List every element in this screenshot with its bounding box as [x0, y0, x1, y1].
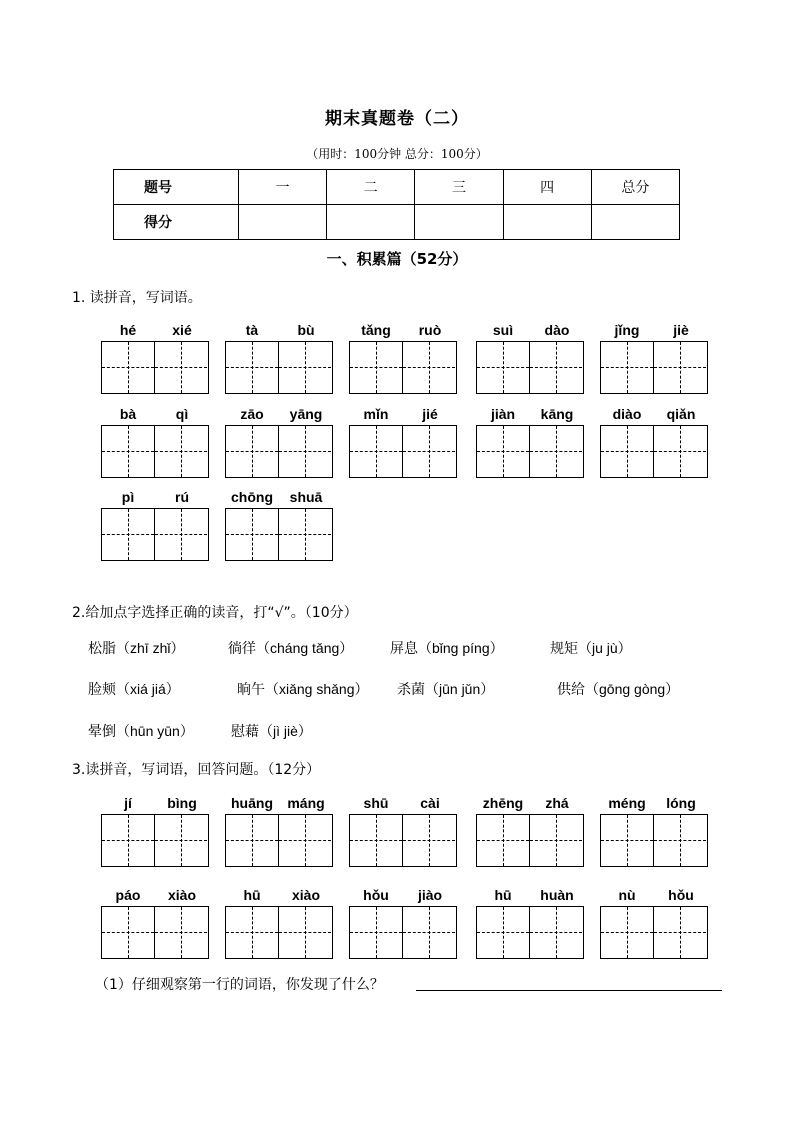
guide-line-horizontal [654, 451, 706, 452]
pinyin-word-box [349, 887, 457, 959]
pinyin-word-box [349, 795, 457, 867]
writing-cell[interactable] [654, 426, 706, 477]
writing-cell[interactable] [530, 815, 582, 866]
writing-cell[interactable] [350, 907, 403, 958]
guide-line-horizontal [279, 367, 331, 368]
writing-cell[interactable] [155, 426, 207, 477]
writing-cell[interactable] [155, 907, 207, 958]
guide-line-horizontal [601, 451, 653, 452]
answer-line[interactable] [416, 990, 722, 991]
writing-cell[interactable] [155, 342, 207, 393]
writing-grid [101, 508, 209, 561]
writing-cell[interactable] [102, 815, 155, 866]
pinyin-word-box [600, 887, 708, 959]
guide-line-horizontal [279, 840, 331, 841]
writing-cell[interactable] [279, 815, 331, 866]
guide-line-horizontal [226, 840, 278, 841]
pinyin-label: hǒu [668, 887, 694, 903]
pronunciation-choice[interactable] [390, 638, 504, 658]
pinyin-label: yāng [289, 406, 323, 422]
choice-word: 屏息 [390, 641, 418, 657]
choice-word: 松脂 [88, 641, 116, 657]
choice-word: 晌午 [237, 682, 265, 698]
writing-cell[interactable] [403, 907, 455, 958]
guide-line-horizontal [226, 534, 278, 535]
pinyin-label: shuā [289, 489, 323, 505]
pinyin-label: huāng [231, 795, 273, 811]
writing-cell[interactable] [403, 342, 455, 393]
writing-grid [600, 341, 708, 394]
writing-cell[interactable] [477, 907, 530, 958]
pinyin-word-box [225, 406, 333, 478]
pinyin-label: jǐng [614, 322, 640, 338]
writing-cell[interactable] [477, 342, 530, 393]
writing-cell[interactable] [403, 815, 455, 866]
guide-line-horizontal [279, 451, 331, 452]
writing-cell[interactable] [102, 907, 155, 958]
guide-line-horizontal [155, 534, 207, 535]
guide-line-horizontal [654, 932, 706, 933]
pinyin-word-box [349, 322, 457, 394]
pinyin-label: huàn [540, 887, 574, 903]
guide-line-horizontal [477, 367, 529, 368]
pinyin-label: xiào [167, 887, 196, 903]
pronunciation-choice[interactable] [88, 679, 180, 699]
guide-line-horizontal [601, 840, 653, 841]
pinyin-label: ruò [418, 322, 442, 338]
score-header-cell: 三 [415, 170, 503, 205]
writing-grid [225, 425, 333, 478]
pinyin-word-box [349, 406, 457, 478]
writing-cell[interactable] [601, 907, 654, 958]
writing-grid [225, 906, 333, 959]
writing-cell[interactable] [279, 342, 331, 393]
writing-cell[interactable] [102, 509, 155, 560]
writing-cell[interactable] [279, 907, 331, 958]
pinyin-label: jiè [673, 322, 689, 338]
score-table [113, 169, 680, 240]
writing-cell[interactable] [350, 815, 403, 866]
pinyin-label: diào [612, 406, 642, 422]
pronunciation-choice[interactable] [228, 638, 353, 658]
section-heading: 一、积累篇（52分） [326, 250, 468, 268]
score-header-cell: 题号 [114, 170, 239, 205]
writing-cell[interactable] [403, 426, 455, 477]
writing-cell[interactable] [226, 426, 279, 477]
guide-line-horizontal [601, 367, 653, 368]
pinyin-label: bù [297, 322, 315, 338]
score-row-label: 得分 [114, 205, 239, 240]
writing-grid [101, 814, 209, 867]
pinyin-word-box [476, 322, 584, 394]
writing-cell[interactable] [350, 426, 403, 477]
pinyin-word-box [101, 489, 209, 561]
writing-cell[interactable] [601, 426, 654, 477]
guide-line-horizontal [477, 840, 529, 841]
pinyin-word-box [476, 887, 584, 959]
pinyin-label: hé [119, 322, 137, 338]
score-cell[interactable] [415, 205, 503, 240]
guide-line-horizontal [350, 451, 402, 452]
pinyin-word-box [101, 795, 209, 867]
guide-line-horizontal [530, 367, 582, 368]
pronunciation-choice[interactable] [550, 638, 632, 658]
writing-cell[interactable] [279, 426, 331, 477]
pinyin-label: dào [544, 322, 570, 338]
pinyin-label: qiǎn [666, 406, 696, 422]
choice-options: （xiǎng shǎng） [265, 681, 369, 697]
pinyin-label: bìng [167, 795, 197, 811]
writing-cell[interactable] [226, 815, 279, 866]
pinyin-label: shū [363, 795, 389, 811]
pronunciation-choice[interactable] [557, 679, 679, 699]
pinyin-label: jí [124, 795, 132, 811]
choice-word: 供给 [557, 682, 585, 698]
writing-cell[interactable] [477, 426, 530, 477]
choice-options: （cháng tǎng） [256, 640, 354, 656]
writing-grid [600, 906, 708, 959]
writing-grid [101, 906, 209, 959]
writing-grid [225, 814, 333, 867]
writing-grid [101, 341, 209, 394]
pinyin-label: xiào [291, 887, 320, 903]
writing-cell[interactable] [102, 426, 155, 477]
pinyin-label: mǐn [363, 406, 389, 422]
writing-cell[interactable] [155, 509, 207, 560]
pinyin-label: zāo [240, 406, 264, 422]
pinyin-word-box [225, 322, 333, 394]
pinyin-label: hǒu [363, 887, 389, 903]
pinyin-word-box [101, 406, 209, 478]
pinyin-label: xié [172, 322, 192, 338]
pinyin-label: nù [618, 887, 636, 903]
writing-cell[interactable] [530, 907, 582, 958]
pinyin-label: zhēng [482, 795, 524, 811]
choice-word: 规矩 [550, 641, 578, 657]
pinyin-label: hū [494, 887, 512, 903]
choice-word: 晕倒 [88, 724, 116, 740]
guide-line-horizontal [530, 451, 582, 452]
pinyin-label: máng [287, 795, 325, 811]
pinyin-word-box [101, 322, 209, 394]
guide-line-horizontal [350, 367, 402, 368]
guide-line-horizontal [403, 840, 455, 841]
writing-grid [349, 425, 457, 478]
pinyin-label: bà [119, 406, 137, 422]
pinyin-label: kāng [540, 406, 574, 422]
pronunciation-choice[interactable] [231, 721, 312, 741]
pinyin-word-box [600, 322, 708, 394]
pinyin-word-box [600, 406, 708, 478]
guide-line-horizontal [279, 534, 331, 535]
guide-line-horizontal [155, 840, 207, 841]
guide-line-horizontal [530, 932, 582, 933]
score-header-cell: 一 [239, 170, 327, 205]
pinyin-label: chōng [231, 489, 273, 505]
pronunciation-choice[interactable] [88, 638, 184, 658]
pinyin-label: suì [492, 322, 514, 338]
pronunciation-choice[interactable] [237, 679, 369, 699]
pinyin-label: pì [121, 489, 135, 505]
writing-cell[interactable] [530, 342, 582, 393]
guide-line-horizontal [102, 840, 154, 841]
pinyin-word-box [225, 795, 333, 867]
writing-cell[interactable] [601, 815, 654, 866]
guide-line-horizontal [654, 840, 706, 841]
choice-options: （xiá jiá） [116, 681, 180, 697]
score-cell[interactable] [591, 205, 679, 240]
writing-grid [349, 814, 457, 867]
writing-grid [225, 508, 333, 561]
question-3-sub-1: （1）仔细观察第一行的词语，你发现了什么？ [95, 977, 384, 993]
writing-cell[interactable] [350, 342, 403, 393]
writing-cell[interactable] [226, 342, 279, 393]
choice-options: （jì jiè） [259, 723, 312, 739]
guide-line-horizontal [226, 367, 278, 368]
guide-line-horizontal [155, 451, 207, 452]
pinyin-label: jiào [417, 887, 443, 903]
guide-line-horizontal [403, 367, 455, 368]
choice-options: （hūn yūn） [116, 723, 194, 739]
choice-options: （gōng gòng） [585, 681, 680, 697]
writing-grid [600, 425, 708, 478]
score-header-cell: 总分 [591, 170, 679, 205]
guide-line-horizontal [477, 932, 529, 933]
choice-word: 脸颊 [88, 682, 116, 698]
writing-cell[interactable] [102, 342, 155, 393]
question-1-prompt: 1. 读拼音，写词语。 [72, 290, 202, 306]
pinyin-label: méng [608, 795, 646, 811]
guide-line-horizontal [530, 840, 582, 841]
question-2-prompt: 2.给加点字选择正确的读音，打“√”。（10分） [72, 605, 358, 621]
writing-grid [476, 341, 584, 394]
choice-options: （ju jù） [578, 640, 632, 656]
choice-word: 徜徉 [228, 641, 256, 657]
guide-line-horizontal [155, 932, 207, 933]
guide-line-horizontal [102, 534, 154, 535]
writing-grid [600, 814, 708, 867]
guide-line-horizontal [102, 451, 154, 452]
guide-line-horizontal [654, 367, 706, 368]
writing-grid [101, 425, 209, 478]
score-table-score-row [114, 205, 680, 240]
score-header-cell: 四 [503, 170, 591, 205]
score-cell[interactable] [327, 205, 415, 240]
pinyin-word-box [225, 489, 333, 561]
pinyin-label: rú [175, 489, 189, 505]
writing-grid [225, 341, 333, 394]
guide-line-horizontal [279, 932, 331, 933]
score-table-header-row [114, 170, 680, 205]
guide-line-horizontal [350, 840, 402, 841]
choice-options: （bǐng píng） [418, 640, 504, 656]
writing-cell[interactable] [226, 509, 279, 560]
pinyin-word-box [225, 887, 333, 959]
pronunciation-choice[interactable] [88, 721, 194, 741]
writing-cell[interactable] [279, 509, 331, 560]
pinyin-label: páo [115, 887, 141, 903]
writing-grid [476, 906, 584, 959]
guide-line-horizontal [226, 932, 278, 933]
writing-cell[interactable] [226, 907, 279, 958]
guide-line-horizontal [102, 932, 154, 933]
choice-word: 慰藉 [231, 724, 259, 740]
writing-cell[interactable] [654, 342, 706, 393]
writing-cell[interactable] [155, 815, 207, 866]
pronunciation-choice[interactable] [397, 679, 494, 699]
pinyin-label: jié [422, 406, 438, 422]
choice-word: 杀菌 [397, 682, 425, 698]
pinyin-label: qì [175, 406, 189, 422]
pinyin-word-box [476, 406, 584, 478]
guide-line-horizontal [102, 367, 154, 368]
score-header-cell: 二 [327, 170, 415, 205]
writing-grid [476, 814, 584, 867]
pinyin-label: tǎng [361, 322, 391, 338]
pinyin-label: hū [243, 887, 261, 903]
guide-line-horizontal [477, 451, 529, 452]
writing-cell[interactable] [477, 815, 530, 866]
score-cell[interactable] [503, 205, 591, 240]
pinyin-label: jiàn [490, 406, 516, 422]
writing-cell[interactable] [601, 342, 654, 393]
pinyin-label: cài [420, 795, 440, 811]
choice-options: （jūn jǔn） [425, 681, 495, 697]
writing-grid [476, 425, 584, 478]
guide-line-horizontal [350, 932, 402, 933]
pinyin-word-box [600, 795, 708, 867]
guide-line-horizontal [226, 451, 278, 452]
writing-cell[interactable] [654, 815, 706, 866]
guide-line-horizontal [403, 451, 455, 452]
choice-options: （zhī zhǐ） [116, 640, 185, 656]
writing-grid [349, 906, 457, 959]
pinyin-label: lóng [666, 795, 696, 811]
time-score-note: （用时：100分钟 总分：100分） [306, 147, 488, 161]
question-3-prompt: 3.读拼音，写词语，回答问题。（12分） [72, 762, 321, 778]
writing-cell[interactable] [530, 426, 582, 477]
writing-cell[interactable] [654, 907, 706, 958]
pinyin-word-box [101, 887, 209, 959]
guide-line-horizontal [155, 367, 207, 368]
guide-line-horizontal [601, 932, 653, 933]
guide-line-horizontal [403, 932, 455, 933]
pinyin-label: tà [245, 322, 259, 338]
score-cell[interactable] [239, 205, 327, 240]
writing-grid [349, 341, 457, 394]
pinyin-word-box [476, 795, 584, 867]
page-title: 期末真题卷（二） [325, 109, 469, 129]
pinyin-label: zhá [545, 795, 569, 811]
